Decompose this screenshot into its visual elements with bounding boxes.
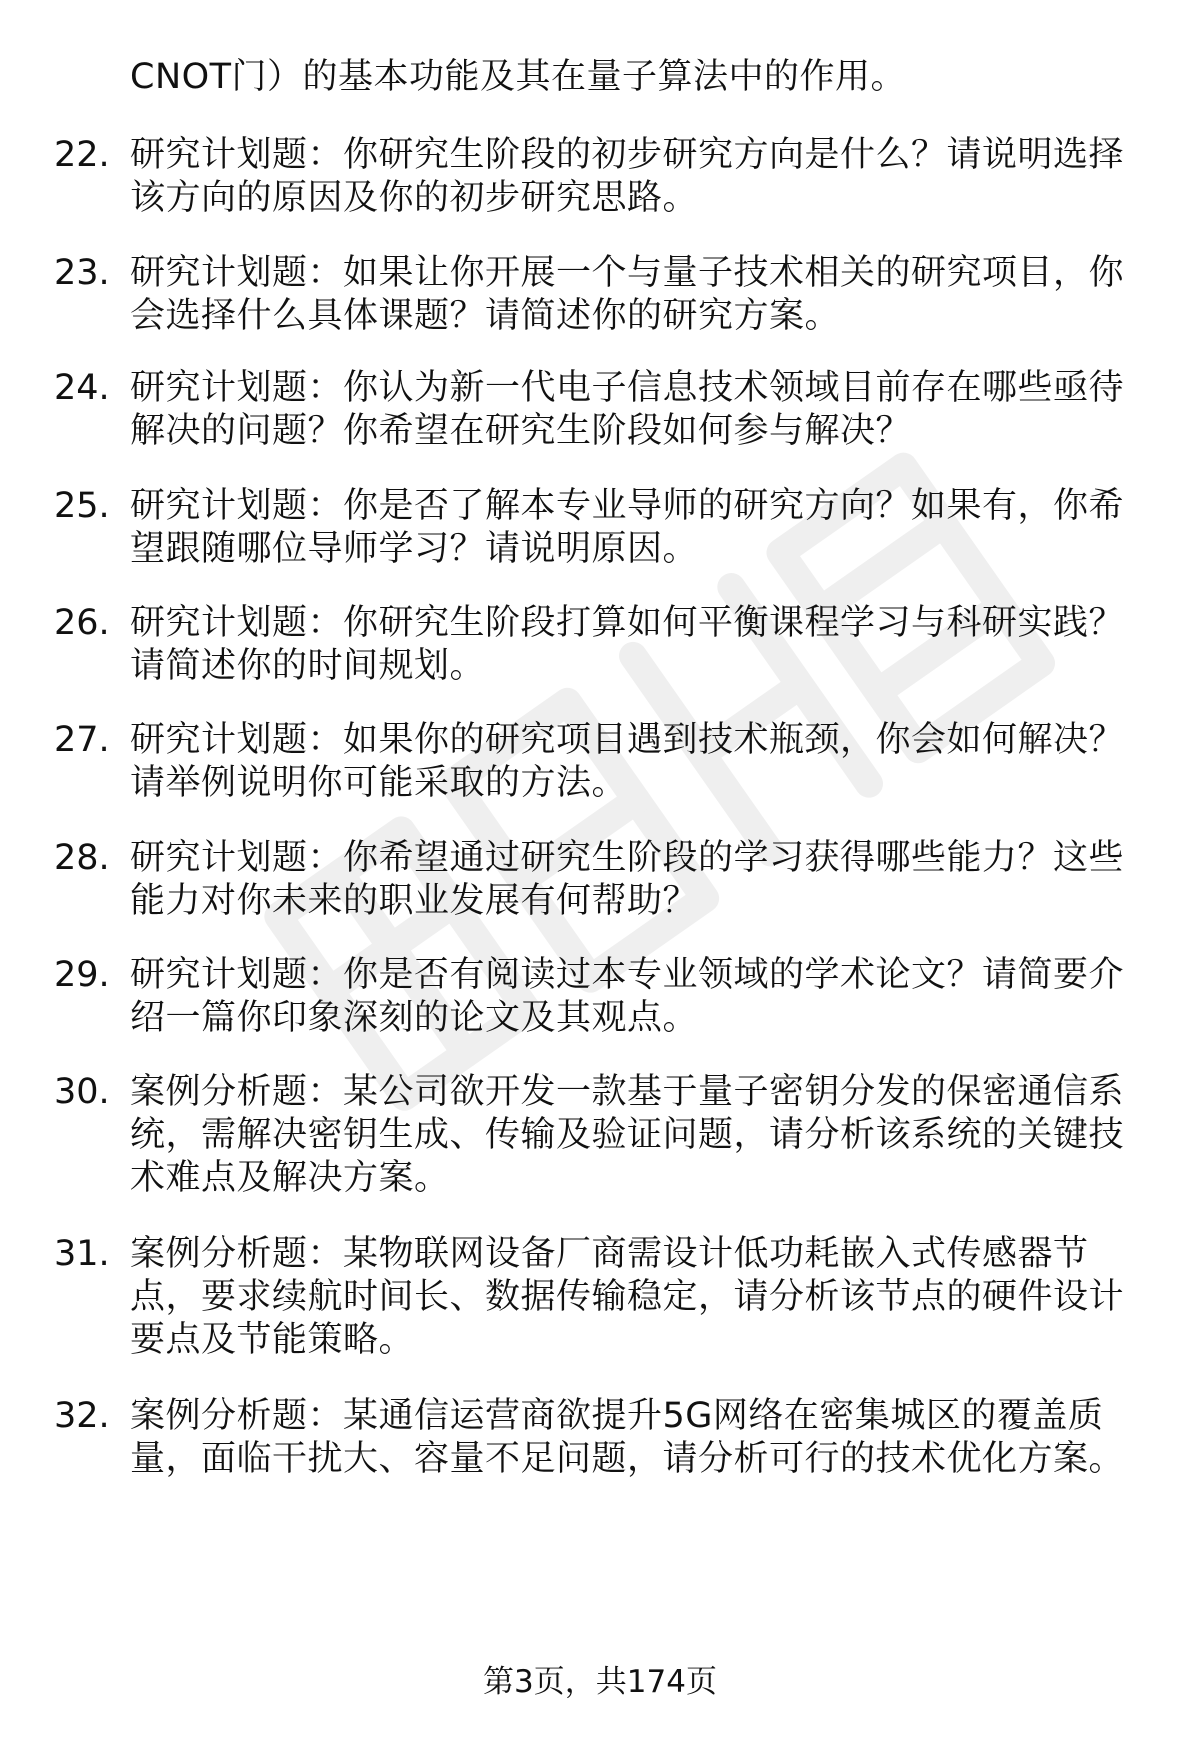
item-text-line: 该方向的原因及你的初步研究思路。	[130, 178, 699, 218]
item-number: 32.	[54, 1396, 110, 1436]
item-text-line: 望跟随哪位导师学习？请说明原因。	[130, 529, 699, 569]
item-number: 25.	[54, 486, 110, 526]
item-number: 23.	[54, 253, 110, 293]
item-number: 28.	[54, 838, 110, 878]
item-text-line: 案例分析题：某公司欲开发一款基于量子密钥分发的保密通信系	[130, 1072, 1125, 1112]
item-number: 24.	[54, 368, 110, 408]
item-text-line: 研究计划题：如果让你开展一个与量子技术相关的研究项目，你	[130, 253, 1125, 293]
item-text-line: 请举例说明你可能采取的方法。	[130, 763, 628, 803]
item-text-line: 要点及节能策略。	[130, 1320, 415, 1360]
item-number: 22.	[54, 135, 110, 175]
item-text-line: 术难点及解决方案。	[130, 1158, 450, 1198]
item-text-line: 研究计划题：你希望通过研究生阶段的学习获得哪些能力？这些	[130, 838, 1125, 878]
item-text-line: 研究计划题：你是否有阅读过本专业领域的学术论文？请简要介	[130, 955, 1125, 995]
item-text-line: 点，要求续航时间长、数据传输稳定，请分析该节点的硬件设计	[130, 1277, 1125, 1317]
item-number: 30.	[54, 1072, 110, 1112]
item-text-line: 量，面临干扰大、容量不足问题，请分析可行的技术优化方案。	[130, 1439, 1125, 1479]
item-text-line: 绍一篇你印象深刻的论文及其观点。	[130, 998, 699, 1038]
item-text-line: 研究计划题：你认为新一代电子信息技术领域目前存在哪些亟待	[130, 368, 1125, 408]
item-text-line: 研究计划题：你是否了解本专业导师的研究方向？如果有，你希	[130, 486, 1125, 526]
item-text-line: 研究计划题：你研究生阶段打算如何平衡课程学习与科研实践？	[130, 603, 1125, 643]
item-text-line: 解决的问题？你希望在研究生阶段如何参与解决？	[130, 411, 912, 451]
item-text-line: 请简述你的时间规划。	[130, 646, 486, 686]
item-text-line: 统，需解决密钥生成、传输及验证问题，请分析该系统的关键技	[130, 1115, 1125, 1155]
continuation-line: CNOT门）的基本功能及其在量子算法中的作用。	[130, 57, 907, 97]
item-text-line: 会选择什么具体课题？请简述你的研究方案。	[130, 296, 841, 336]
item-text-line: 研究计划题：你研究生阶段的初步研究方向是什么？请说明选择	[130, 135, 1125, 175]
item-text-line: 案例分析题：某通信运营商欲提升5G网络在密集城区的覆盖质	[130, 1396, 1104, 1436]
item-number: 29.	[54, 955, 110, 995]
item-number: 31.	[54, 1234, 110, 1274]
item-text-line: 案例分析题：某物联网设备厂商需设计低功耗嵌入式传感器节	[130, 1234, 1089, 1274]
page-footer: 第3页，共174页	[483, 1664, 717, 1700]
item-number: 26.	[54, 603, 110, 643]
item-text-line: 研究计划题：如果你的研究项目遇到技术瓶颈，你会如何解决？	[130, 720, 1125, 760]
item-text-line: 能力对你未来的职业发展有何帮助？	[130, 881, 699, 921]
item-number: 27.	[54, 720, 110, 760]
